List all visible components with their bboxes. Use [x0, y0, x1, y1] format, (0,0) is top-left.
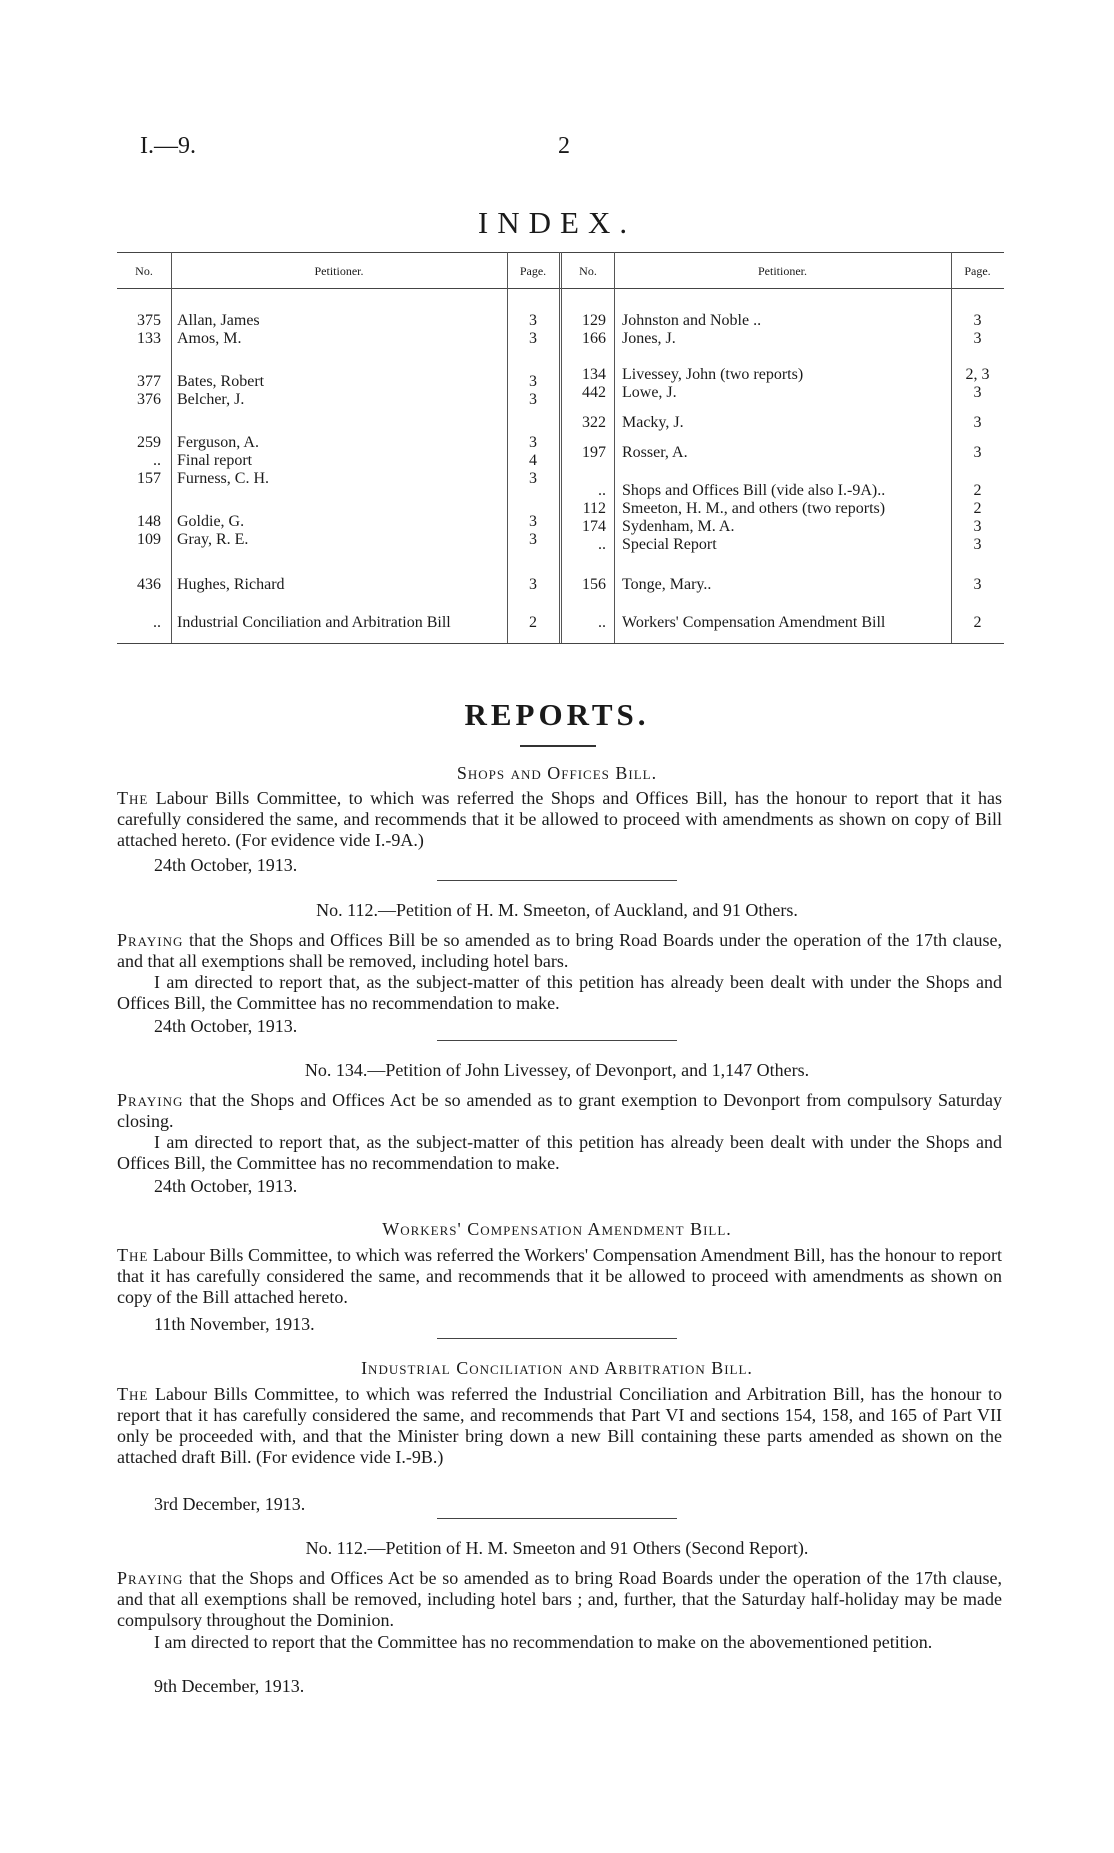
index-entry-name: Johnston and Noble ..	[622, 312, 762, 329]
column-divider	[171, 252, 172, 643]
index-entry-number: 322	[582, 414, 606, 431]
petition-heading: No. 112.—Petition of H. M. Smeeton, of Auckland, and 91 Others.	[316, 900, 798, 920]
index-entry-number: 166	[582, 330, 606, 347]
index-entry-page: 3	[973, 384, 982, 401]
index-entry-number: 129	[582, 312, 606, 329]
column-divider-double	[559, 252, 562, 643]
column-divider	[614, 252, 615, 643]
report-paragraph: The Labour Bills Committee, to which was referred the Industrial Conciliation and Arbitration Bill, has the honour to report that it has carefully considered the same, and recommends that Part VI and sections 154, 158, and 165 of Part VII only be proceeded with, and that the Minister bring down a new Bill containing these parts amended as shown on the attached draft Bill. (For evidence vide I.-9B.)	[117, 1384, 1002, 1467]
index-entry-page: 4	[529, 452, 537, 469]
index-entry-name: Special Report	[622, 536, 717, 553]
index-entry-page: 3	[529, 312, 537, 329]
index-entry-number: ..	[598, 614, 606, 631]
report-date: 3rd December, 1913.	[154, 1494, 306, 1514]
separator-rule	[437, 1338, 677, 1339]
index-entry-number: 375	[137, 312, 161, 329]
index-entry-name: Belcher, J.	[177, 391, 245, 408]
index-entry-name: Hughes, Richard	[177, 576, 285, 593]
separator-rule	[437, 1040, 677, 1041]
column-header-no: No.	[579, 264, 597, 278]
index-entry-name: Shops and Offices Bill (vide also I.-9A)..	[622, 482, 886, 499]
index-entry-page: 3	[529, 391, 537, 408]
index-title: INDEX.	[477, 205, 637, 240]
index-entry-number: ..	[153, 614, 161, 631]
index-entry-name: Livessey, John (two reports)	[622, 366, 804, 383]
index-entry-name: Bates, Robert	[177, 373, 265, 390]
index-entry-name: Tonge, Mary..	[622, 576, 712, 593]
index-entry-page: 3	[973, 330, 982, 347]
petition-heading: No. 134.—Petition of John Livessey, of Devonport, and 1,147 Others.	[304, 1060, 810, 1080]
index-entry-name: Sydenham, M. A.	[622, 518, 735, 535]
section-heading: Workers' Compensation Amendment Bill.	[382, 1219, 732, 1239]
index-table	[117, 252, 1004, 644]
index-entry-number: 174	[582, 518, 606, 535]
report-date: 24th October, 1913.	[154, 1176, 298, 1196]
index-entry-page: 3	[973, 518, 982, 535]
report-date: 24th October, 1913.	[154, 1016, 298, 1036]
index-entry-number: 376	[137, 391, 161, 408]
section-heading: Shops and Offices Bill.	[456, 763, 658, 783]
index-entry-name: Goldie, G.	[177, 513, 245, 530]
page-number: 2	[558, 133, 570, 159]
index-entry-name: Ferguson, A.	[177, 434, 259, 451]
index-entry-number: 442	[582, 384, 606, 401]
index-entry-number: 148	[137, 513, 161, 530]
index-entry-page: 3	[529, 531, 537, 548]
column-header-page: Page.	[519, 264, 547, 278]
document-reference: I.—9.	[140, 133, 196, 159]
title-rule	[520, 745, 596, 747]
index-entry-name: Workers' Compensation Amendment Bill	[622, 614, 886, 631]
index-entry-number: 436	[137, 576, 161, 593]
index-entry-number: 112	[582, 500, 606, 517]
report-paragraph: The Labour Bills Committee, to which was referred the Workers' Compensation Amendment Bill, has the honour to report that it has carefully considered the same, and recommends that it be allowed to proceed with amendments as shown on copy of the Bill attached hereto.	[117, 1245, 1003, 1307]
index-entry-name: Furness, C. H.	[177, 470, 270, 487]
petition-heading: No. 112.—Petition of H. M. Smeeton and 91 Others (Second Report).	[305, 1538, 809, 1558]
index-entry-page: 2, 3	[965, 366, 990, 383]
index-entry-page: 3	[973, 312, 982, 329]
column-header-no: No.	[135, 264, 153, 278]
index-entry-number: ..	[153, 452, 161, 469]
separator-rule	[437, 880, 677, 881]
index-entry-page: 3	[973, 414, 982, 431]
index-entry-name: Gray, R. E.	[177, 531, 249, 548]
index-entry-page: 3	[973, 576, 982, 593]
index-entry-number: 377	[137, 373, 161, 390]
index-entry-name: Rosser, A.	[622, 444, 688, 461]
report-paragraph: The Labour Bills Committee, to which was referred the Shops and Offices Bill, has the honour to report that it has carefully considered the same, and recommends that it be allowed to proceed with amendments as shown on copy of Bill attached hereto. (For evidence vide I.-9A.)	[117, 788, 1003, 850]
index-entry-number: 109	[137, 531, 161, 548]
column-header-petitioner: Petitioner.	[314, 264, 364, 278]
index-entry-number: 197	[582, 444, 606, 461]
prayer-paragraph: Praying that the Shops and Offices Act be so amended as to grant exemption to Devonport from compulsory Saturday closing.	[117, 1090, 1002, 1131]
index-entry-name: Macky, J.	[622, 414, 684, 431]
index-entry-page: 3	[973, 444, 982, 461]
index-entry-number: 133	[137, 330, 161, 347]
report-date: 11th November, 1913.	[154, 1314, 315, 1334]
index-entry-page: 3	[529, 513, 537, 530]
report-paragraph: I am directed to report that, as the subject-matter of this petition has already been dealt with under the Shops and Offices Bill, the Committee has no recommendation to make.	[117, 1132, 1002, 1173]
index-entry-name: Final report	[177, 452, 253, 469]
report-paragraph: I am directed to report that, as the subject-matter of this petition has already been dealt with under the Shops and Offices Bill, the Committee has no recommendation to make.	[117, 972, 1002, 1013]
index-entry-page: 3	[529, 576, 537, 593]
index-entry-name: Industrial Conciliation and Arbitration Bill	[177, 614, 451, 631]
index-entry-page: 3	[529, 330, 537, 347]
report-paragraph: I am directed to report that the Committee has no recommendation to make on the abovementioned petition.	[154, 1632, 933, 1652]
index-entry-name: Smeeton, H. M., and others (two reports)	[622, 500, 886, 517]
reports-title: REPORTS.	[464, 697, 650, 732]
index-entry-name: Amos, M.	[177, 330, 242, 347]
separator-rule	[437, 1518, 677, 1519]
report-date: 24th October, 1913.	[154, 855, 298, 875]
prayer-paragraph: Praying that the Shops and Offices Act be so amended as to bring Road Boards under the operation of the 17th clause, and that all exemptions shall be removed, including hotel bars ; and, further, that the Saturday half-holiday may be made compulsory throughout the Dominion.	[117, 1568, 1003, 1630]
prayer-paragraph: Praying that the Shops and Offices Bill be so amended as to bring Road Boards under the operation of the 17th clause, and that all exemptions shall be removed, including hotel bars.	[117, 930, 1003, 971]
index-entry-page: 3	[529, 470, 537, 487]
index-entry-page: 3	[529, 373, 537, 390]
index-entry-page: 2	[973, 500, 982, 517]
column-header-page: Page.	[964, 264, 991, 278]
index-entry-name: Lowe, J.	[622, 384, 677, 401]
index-entry-page: 3	[529, 434, 537, 451]
index-entry-number: 259	[137, 434, 161, 451]
index-entry-page: 3	[973, 536, 982, 553]
index-entry-number: 156	[582, 576, 606, 593]
column-header-petitioner: Petitioner.	[758, 264, 807, 278]
index-entry-page: 2	[973, 482, 982, 499]
section-heading: Industrial Conciliation and Arbitration Bill.	[361, 1358, 753, 1378]
table-bottom-rule	[117, 643, 1004, 644]
index-entry-page: 2	[529, 614, 537, 631]
index-entry-number: 157	[137, 470, 161, 487]
index-entry-number: ..	[598, 482, 606, 499]
index-entry-name: Jones, J.	[622, 330, 676, 347]
index-entry-number: ..	[598, 536, 606, 553]
report-date: 9th December, 1913.	[154, 1676, 305, 1696]
index-entry-number: 134	[582, 366, 606, 383]
index-entry-page: 2	[973, 614, 982, 631]
index-entry-name: Allan, James	[177, 312, 260, 329]
